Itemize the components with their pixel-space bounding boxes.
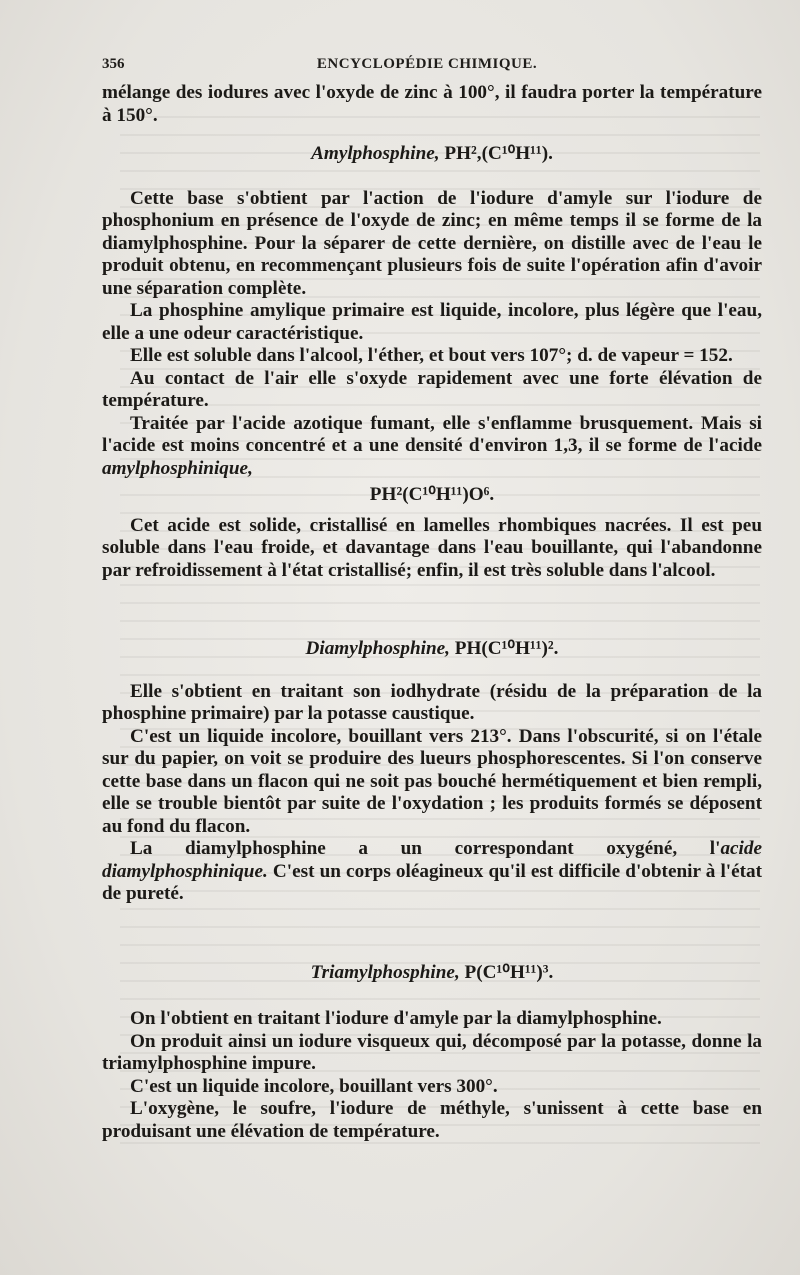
paragraph: C'est un liquide incolore, bouillant vers 213°. Dans l'obscurité, si on l'étale sur du papier, on voit se produire des lueurs phosphorescentes. Si l'on conserve cette base dans un flacon qui ne soit pas bouché hermétiquement et bien rempli, elle se trouble bientôt par suite de l'oxydation ; les produits formés se déposent au fond du flacon.: [102, 725, 762, 837]
paragraph: La phosphine amylique primaire est liquide, incolore, plus légère que l'eau, elle a une odeur caractéristique.: [102, 300, 762, 344]
paragraph-intro: mélange des iodures avec l'oxyde de zinc à 100°, il faudra porter la température à 150°.: [102, 82, 762, 126]
paragraph: Cet acide est solide, cristallisé en lamelles rhombiques nacrées. Il est peu soluble dans l'eau froide, et davantage dans l'eau bouillante, qui l'abandonne par refroidissement à l'état cristallisé; enfin, il est très soluble dans l'alcool.: [102, 514, 762, 581]
compound-name: amylphosphinique,: [102, 457, 253, 479]
paragraph-text: Traitée par l'acide azotique fumant, elle s'enflamme brusquement. Mais si l'acide est moins concentré et a une densité d'environ 1,3, il se forme de l'acide: [102, 412, 762, 456]
paragraph: On l'obtient en traitant l'iodure d'amyle par la diamylphosphine.: [130, 1008, 662, 1029]
paragraph: [102, 838, 762, 906]
formula-line: PH²(C¹⁰H¹¹)O⁶.: [369, 484, 495, 505]
heading-formula: PH²,(C¹⁰H¹¹).: [444, 143, 553, 164]
page-header: [102, 52, 752, 78]
compound-name: acide diamylphosphinique.: [102, 838, 762, 882]
page-number: 356: [102, 56, 125, 72]
paragraph: Cette base s'obtient par l'action de l'iodure d'amyle sur l'iodure de phosphonium en présence de l'oxyde de zinc; en même temps il se forme de la diamylphosphine. Pour la séparer de cette dernière, on distille avec de l'eau le produit obtenu, en recommençant plusieurs fois de suite l'opération afin d'avoir une séparation complète.: [102, 187, 762, 299]
paragraph: Au contact de l'air elle s'oxyde rapidement avec une forte élévation de température.: [102, 367, 762, 411]
paragraph: On produit ainsi un iodure visqueux qui, décomposé par la potasse, donne la triamylphosphine impure.: [102, 1030, 762, 1074]
running-head: ENCYCLOPÉDIE CHIMIQUE.: [316, 56, 538, 72]
paragraph: Elle est soluble dans l'alcool, l'éther, et bout vers 107°; d. de vapeur = 152.: [130, 345, 733, 366]
page-body: [102, 82, 762, 1143]
paragraph: Elle s'obtient en traitant son iodhydrate (résidu de la préparation de la phosphine primaire) par la potasse caustique.: [102, 680, 762, 724]
paragraph: L'oxygène, le soufre, l'iodure de méthyle, s'unissent à cette base en produisant une élévation de température.: [102, 1098, 762, 1142]
paragraph: C'est un liquide incolore, bouillant vers 300°.: [130, 1075, 498, 1097]
heading-name: Diamylphosphine,: [305, 638, 450, 659]
section-heading-amylphosphine: [102, 143, 762, 166]
heading-name: Triamylphosphine,: [310, 961, 460, 983]
paragraph-text: La diamylphosphine a un correspondant oxygéné, l': [130, 838, 721, 859]
section-heading-diamylphosphine: [102, 638, 762, 661]
heading-formula: P(C¹⁰H¹¹)³.: [464, 961, 554, 983]
heading-formula: PH(C¹⁰H¹¹)².: [454, 638, 559, 659]
paragraph: [102, 413, 762, 481]
paragraph-text: C'est un corps oléagineux qu'il est difficile d'obtenir à l'état de pureté.: [102, 860, 763, 904]
section-heading-triamylphosphine: [102, 962, 762, 985]
heading-name: Amylphosphine,: [311, 143, 440, 164]
